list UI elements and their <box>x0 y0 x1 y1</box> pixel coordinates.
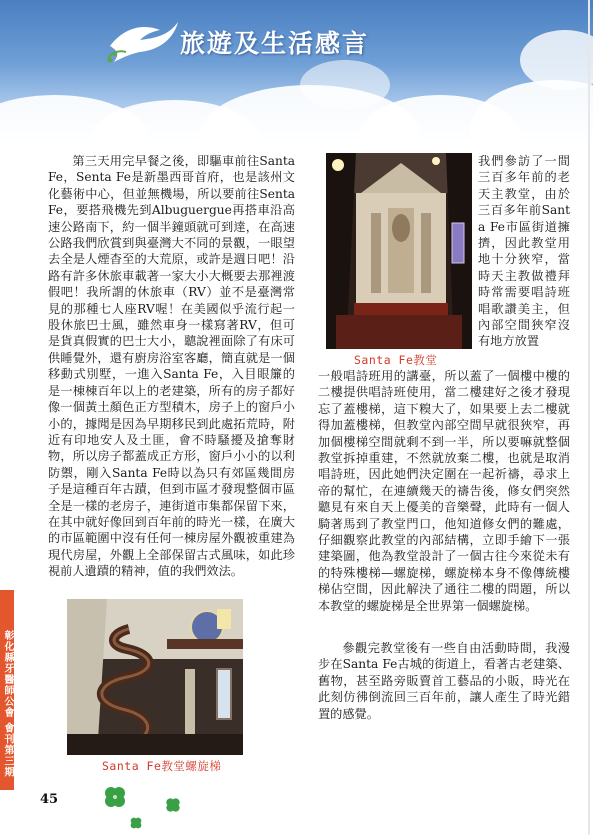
staircase-photo <box>67 599 243 755</box>
article-right-second <box>318 640 570 722</box>
page-number: 45 <box>40 792 59 807</box>
church-photo-caption: Santa Fe教堂 <box>354 353 438 367</box>
article-right-main <box>318 368 570 614</box>
article-right-top <box>478 153 570 350</box>
article-paragraph: 參觀完教堂後有一些自由活動時間，我漫步在Santa Fe古城的街道上，看著古老建築、舊物，甚至路旁販賣首工藝品的小販，時光在此刻仿彿倒流回三百年前，讓人產生了時光錯置的感覺。 <box>318 641 570 721</box>
journal-label: 彰化縣牙醫師公會 會刊第三期 <box>2 630 13 778</box>
page-edge <box>588 0 590 835</box>
clover-icon <box>100 782 130 812</box>
staircase-photo-caption: Santa Fe教堂螺旋梯 <box>102 759 222 773</box>
article-paragraph: 我們參訪了一間三百多年前的老天主教堂，由於三百多年前Santa Fe市區街道擁擠，因此教堂用地十分狹窄，當時天主教做禮拜時常需要唱詩班唱歌讚美主，但內部空間狹窄沒有地方放置 <box>478 154 570 349</box>
header-banner <box>0 0 593 140</box>
clover-icon <box>128 815 144 831</box>
article-left-column <box>48 153 295 580</box>
section-title: 旅遊及生活感言 <box>180 29 370 58</box>
dove-icon <box>100 16 180 66</box>
church-photo <box>326 153 472 349</box>
article-paragraph: 第三天用完早餐之後，即驅車前往Santa Fe，Senta Fe是新墨西哥首府，也是該州文化藝術中心，但並無機場，所以要前往Senta Fe，要搭飛機先到Albuguergue再搭車沿高速公路南下，約一個半鐘頭就可到達，在高速公路我們欣賞到與臺灣大不同的景觀，一眼望去全是人煙杳至的大荒原，或許是週日吧！沿路有許多休旅車載著一家大小大概要去那裡渡假吧！我所謂的休旅車（RV）並不是臺灣常見的那種七人座RV喔！在美國似乎流行起一股休旅巴士風，雖然車身一樣寫著RV，但可是貨真假實的巴士大小，聽說裡面除了有床可供睡覺外，還有廚房浴室客廳，簡直就是一個移動式別墅，一進入Santa Fe，入目眼簾的是一棟棟百年以上的老建築，所有的房子都好像一個黃土顏色正方型積木，房子上的窗戶小小的，據聞是因為早期移民到此處拓荒時，附近有印地安人及土匪，會不時騷擾及搶奪財物，所以房子都蓋成正方形，窗戶小小的以利防禦，剛入Santa Fe時以為只有郊區幾間房子是這種百年古蹟，但到市區才發現整個市區全是一樣的老房子，連街道市集都保留下來，在其中就好像回到百年前的時光一樣，在廣大的市區範圍中沒有任何一棟房屋外觀被重建為現代房屋，外觀上全部保留古式風味，如此珍視前人遺蹟的精神，值的我們效法。 <box>48 154 295 579</box>
clover-icon <box>163 795 183 815</box>
article-paragraph: 一般唱詩班用的講臺，所以蓋了一個樓中樓的二樓提供唱詩班使用，當二樓建好之後才發現忘了蓋樓梯，這下糗大了，如果要上去二樓就得加蓋樓梯，但教堂內部空間早就很狹窄，再加個樓梯空間就剩不到一半，所以要嘛就整個教堂拆掉重建，不然就放棄二樓，也就是取消唱詩班，因此她們決定圍在一起祈禱，尋求上帝的幫忙，在連續幾天的禱告後，修女們突然聽見有來自天上優美的音樂聲，此時有一個人騎著馬到了教堂門口，他知道修女們的難處，仔細觀察此教堂的內部結構，立即手繪下一張建築圖，他為教堂設計了一個古往今來從未有的特殊樓梯—螺旋梯，螺旋梯本身不像傳統樓梯佔空間，因此解決了通往二樓的問題，所以本教堂的螺旋梯是全世界第一個螺旋梯。 <box>318 369 570 613</box>
